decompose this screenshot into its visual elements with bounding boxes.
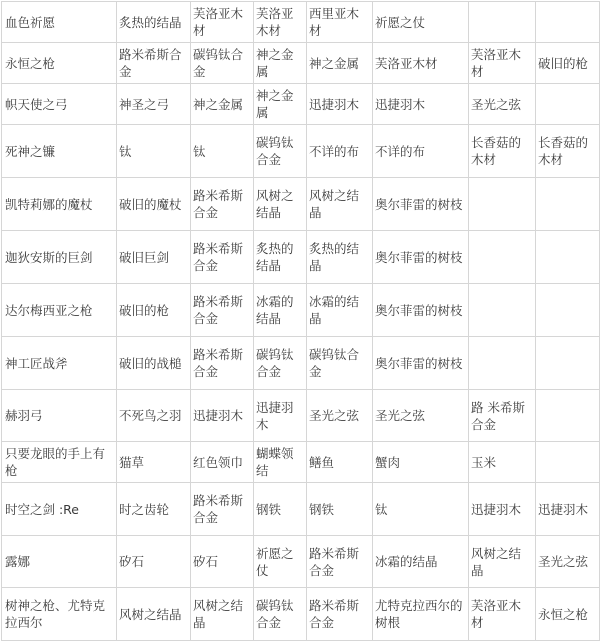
table-cell-weapon-name: 树神之枪、尤特克拉西尔 <box>2 588 117 641</box>
table-row <box>2 178 600 231</box>
table-row <box>2 231 600 284</box>
table-cell-material-7 <box>536 178 600 231</box>
table-cell-material-3: 冰霜的结晶 <box>254 284 307 337</box>
table-row <box>2 284 600 337</box>
table-cell-material-2: 路米希斯合金 <box>191 178 254 231</box>
table-row <box>2 84 600 125</box>
table-cell-material-3: 炙热的结晶 <box>254 231 307 284</box>
table-cell-material-5: 奥尔菲雷的树枝 <box>373 178 469 231</box>
table-cell-material-3: 神之金属 <box>254 84 307 125</box>
table-cell-material-2: 碳钨钛合金 <box>191 43 254 84</box>
table-cell-material-7: 破旧的枪 <box>536 43 600 84</box>
table-cell-material-2: 路米希斯合金 <box>191 337 254 390</box>
table-cell-material-2: 钛 <box>191 125 254 178</box>
table-cell-material-3: 神之金属 <box>254 43 307 84</box>
table-cell-weapon-name: 帜天使之弓 <box>2 84 117 125</box>
table-cell-material-7 <box>536 390 600 442</box>
table-cell-material-1: 神圣之弓 <box>117 84 191 125</box>
table-cell-material-2: 红色领巾 <box>191 442 254 483</box>
table-cell-material-1: 破旧的战槌 <box>117 337 191 390</box>
table-cell-material-6: 长香菇的木材 <box>469 125 536 178</box>
table-cell-material-6: 芙洛亚木材 <box>469 43 536 84</box>
table-cell-material-5: 尤特克拉西尔的树根 <box>373 588 469 641</box>
table-cell-material-7: 长香菇的木材 <box>536 125 600 178</box>
table-cell-material-3: 祈愿之仗 <box>254 536 307 588</box>
table-row <box>2 536 600 588</box>
table-cell-material-1: 时之齿轮 <box>117 483 191 536</box>
table-row <box>2 2 600 43</box>
table-cell-material-2: 迅捷羽木 <box>191 390 254 442</box>
table-cell-material-4: 冰霜的结 晶 <box>307 284 373 337</box>
table-cell-material-7 <box>536 337 600 390</box>
table-cell-material-2: 路米希斯合金 <box>191 231 254 284</box>
table-cell-material-6 <box>469 231 536 284</box>
table-row <box>2 125 600 178</box>
table-cell-material-4: 迅捷羽木 <box>307 84 373 125</box>
table-cell-material-4: 神之金属 <box>307 43 373 84</box>
table-row <box>2 43 600 84</box>
table-cell-weapon-name: 神工匠战斧 <box>2 337 117 390</box>
table-cell-material-5: 冰霜的结晶 <box>373 536 469 588</box>
table-cell-weapon-name: 时空之剑 :Re <box>2 483 117 536</box>
table-cell-material-4: 圣光之弦 <box>307 390 373 442</box>
table-cell-material-5: 祈愿之仗 <box>373 2 469 43</box>
table-cell-material-3: 蝴蝶领结 <box>254 442 307 483</box>
table-cell-material-7 <box>536 231 600 284</box>
table-cell-material-1: 路米希斯合金 <box>117 43 191 84</box>
table-cell-material-7 <box>536 84 600 125</box>
table-cell-material-1: 矽石 <box>117 536 191 588</box>
table-cell-weapon-name: 血色祈愿 <box>2 2 117 43</box>
table-cell-weapon-name: 达尔梅西亚之枪 <box>2 284 117 337</box>
table-cell-material-4: 碳钨钛合金 <box>307 337 373 390</box>
table-cell-material-6: 芙洛亚木材 <box>469 588 536 641</box>
table-cell-material-3: 风树之结晶 <box>254 178 307 231</box>
table-cell-material-4: 不详的布 <box>307 125 373 178</box>
table-cell-material-5: 钛 <box>373 483 469 536</box>
table-cell-material-4: 路米希斯合金 <box>307 588 373 641</box>
table-cell-material-4: 鳝鱼 <box>307 442 373 483</box>
table-cell-material-6: 迅捷羽木 <box>469 483 536 536</box>
table-cell-material-1: 破旧巨剑 <box>117 231 191 284</box>
table-cell-material-3: 迅捷羽木 <box>254 390 307 442</box>
table-cell-material-5: 奥尔菲雷的树枝 <box>373 231 469 284</box>
recipe-table <box>1 1 600 641</box>
table-cell-material-3: 碳钨钛合金 <box>254 588 307 641</box>
table-cell-weapon-name: 永恒之枪 <box>2 43 117 84</box>
table-cell-material-1: 猫草 <box>117 442 191 483</box>
table-cell-material-7 <box>536 2 600 43</box>
table-cell-weapon-name: 死神之镰 <box>2 125 117 178</box>
table-cell-material-2: 路米希斯合金 <box>191 483 254 536</box>
table-cell-material-3: 碳钨钛合金 <box>254 125 307 178</box>
table-cell-material-6: 路 米希斯合金 <box>469 390 536 442</box>
table-cell-material-4: 风树之结晶 <box>307 178 373 231</box>
table-cell-material-4: 钢铁 <box>307 483 373 536</box>
table-cell-material-1: 风树之结晶 <box>117 588 191 641</box>
table-cell-material-6 <box>469 178 536 231</box>
table-cell-weapon-name: 露娜 <box>2 536 117 588</box>
table-cell-material-6: 圣光之弦 <box>469 84 536 125</box>
table-cell-material-1: 破旧的魔杖 <box>117 178 191 231</box>
table-cell-material-7 <box>536 442 600 483</box>
table-cell-material-5: 芙洛亚木材 <box>373 43 469 84</box>
table-cell-material-3: 碳钨钛合金 <box>254 337 307 390</box>
table-cell-material-5: 奥尔菲雷的树枝 <box>373 337 469 390</box>
table-cell-weapon-name: 迦狄安斯的巨剑 <box>2 231 117 284</box>
table-cell-material-1: 破旧的枪 <box>117 284 191 337</box>
table-cell-material-5: 圣光之弦 <box>373 390 469 442</box>
table-cell-material-6 <box>469 2 536 43</box>
table-cell-material-6 <box>469 337 536 390</box>
table-cell-material-7 <box>536 284 600 337</box>
table-cell-material-1: 钛 <box>117 125 191 178</box>
table-cell-material-2: 芙洛亚木材 <box>191 2 254 43</box>
table-cell-material-7: 永恒之枪 <box>536 588 600 641</box>
table-row <box>2 442 600 483</box>
table-cell-material-4: 西里亚木材 <box>307 2 373 43</box>
table-cell-material-6: 玉米 <box>469 442 536 483</box>
table-cell-material-2: 风树之结晶 <box>191 588 254 641</box>
table-cell-weapon-name: 只要龙眼的手上有枪 <box>2 442 117 483</box>
table-cell-weapon-name: 赫羽弓 <box>2 390 117 442</box>
table-cell-material-3: 钢铁 <box>254 483 307 536</box>
table-row <box>2 390 600 442</box>
table-cell-material-3: 芙洛亚木材 <box>254 2 307 43</box>
table-cell-material-1: 不死鸟之羽 <box>117 390 191 442</box>
table-cell-material-5: 蟹肉 <box>373 442 469 483</box>
table-cell-weapon-name: 凯特莉娜的魔杖 <box>2 178 117 231</box>
table-cell-material-7: 迅捷羽木 <box>536 483 600 536</box>
table-cell-material-2: 神之金属 <box>191 84 254 125</box>
table-row <box>2 588 600 641</box>
table-cell-material-6: 风树之结晶 <box>469 536 536 588</box>
table-cell-material-2: 路米希斯合金 <box>191 284 254 337</box>
table-cell-material-5: 迅捷羽木 <box>373 84 469 125</box>
table-cell-material-1: 炙热的结晶 <box>117 2 191 43</box>
table-row <box>2 483 600 536</box>
recipe-table-body <box>2 2 600 641</box>
table-row <box>2 337 600 390</box>
table-cell-material-4: 路米希斯合金 <box>307 536 373 588</box>
table-cell-material-7: 圣光之弦 <box>536 536 600 588</box>
table-cell-material-6 <box>469 284 536 337</box>
table-cell-material-2: 矽石 <box>191 536 254 588</box>
table-cell-material-5: 不详的布 <box>373 125 469 178</box>
table-cell-material-4: 炙热的结 晶 <box>307 231 373 284</box>
table-cell-material-5: 奥尔菲雷的树枝 <box>373 284 469 337</box>
